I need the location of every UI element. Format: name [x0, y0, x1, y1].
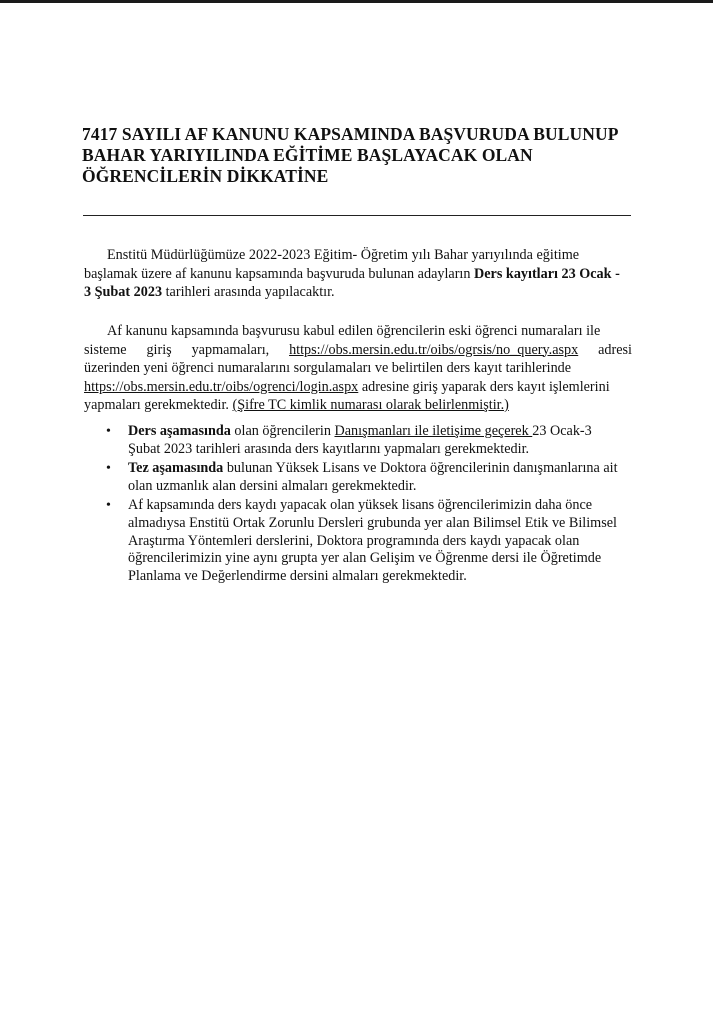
list-item: [104, 460, 634, 495]
paragraph-registration-dates: [84, 246, 632, 302]
bullet3-line5: Planlama ve Değerlendirme dersini almaları gerekmektedir.: [128, 567, 467, 584]
paragraph2-line5-text: yapmaları gerekmektedir.: [84, 397, 233, 413]
paragraph2-word-2: giriş: [146, 341, 172, 358]
paragraph2-word-3: yapmamaları,: [191, 341, 270, 358]
bullet1-line2: Şubat 2023 tarihleri arasında ders kayıtlarını yapmaları gerekmektedir.: [128, 440, 530, 457]
bullet-icon: •: [106, 461, 111, 477]
bullet-icon: •: [106, 424, 111, 439]
registration-dates-bold: Ders kayıtları 23 Ocak -: [474, 265, 620, 282]
paragraph2-line2: [84, 341, 632, 360]
bullet3-line3: Araştırma Yöntemleri derslerini, Doktora programında ders kaydı yapacak olan: [128, 532, 580, 549]
title-line-1: 7417 SAYILI AF KANUNU KAPSAMINDA BAŞVURUDA BULUNUP: [82, 124, 619, 144]
paragraph2-line1: Af kanunu kapsamında başvurusu kabul edilen öğrencilerin eski öğrenci numaraları ile: [107, 323, 601, 339]
bullet2-line2: olan uzmanlık alan dersini almaları gerekmektedir.: [128, 477, 417, 494]
paragraph1-line1: Enstitü Müdürlüğümüze 2022-2023 Eğitim- Öğretim yılı Bahar yarıyılında eğitime: [107, 247, 580, 263]
paragraph1-line2-text: başlamak üzere af kanunu kapsamında başvuruda bulunan adayların: [84, 265, 475, 282]
bullet1-bold: Ders aşamasında: [128, 423, 231, 439]
student-login-link[interactable]: https://obs.mersin.edu.tr/oibs/ogrenci/login.aspx: [84, 378, 359, 395]
paragraph-login-instructions: [84, 322, 632, 415]
bullet3-line4: öğrencilerimizin yine aynı grupta yer alan Gelişim ve Öğrenme dersi ile Öğretimde: [128, 550, 602, 567]
document-title: [82, 124, 642, 187]
paragraph1-line2: [84, 265, 632, 284]
bullet2-text-before: bulunan Yüksek Lisans ve Doktora öğrencilerinin danışmanlarına ait: [223, 460, 618, 477]
bullet1-text-before: olan öğrencilerin: [230, 423, 335, 439]
bullet2-bold: Tez aşamasında: [128, 460, 224, 477]
bullet2-line1: [128, 460, 634, 478]
paragraph2-line3: üzerinden yeni öğrenci numaralarını sorgulamaları ve belirtilen ders kayıt tarihlerinde: [84, 360, 572, 376]
title-divider: [83, 215, 631, 216]
bullet1-underlined: Danışmanları ile iletişime geçerek: [334, 423, 533, 439]
list-item: [104, 423, 634, 458]
student-number-query-link[interactable]: https://obs.mersin.edu.tr/oibs/ogrsis/no_query.aspx: [289, 341, 579, 358]
password-note: (Şifre TC kimlik numarası olarak belirlenmiştir.): [232, 397, 509, 413]
instructions-list: [104, 423, 634, 587]
bullet-icon: •: [106, 498, 111, 514]
list-item: [104, 497, 634, 585]
bullet1-text-after: 23 Ocak-3: [532, 423, 592, 439]
paragraph2-line4-text: adresine giriş yaparak ders kayıt işlemlerini: [358, 378, 610, 395]
bullet1-line1: [128, 423, 634, 441]
paragraph2-line5: [84, 396, 632, 415]
bullet3-line2: almadıysa Enstitü Ortak Zorunlu Dersleri grubunda yer alan Bilimsel Etik ve Bilimsel: [128, 514, 617, 531]
paragraph2-word-adresi: adresi: [598, 341, 632, 358]
bullet3-line1: Af kapsamında ders kaydı yapacak olan yüksek lisans öğrencilerimizin daha önce: [128, 497, 593, 514]
paragraph1-line3-text: tarihleri arasında yapılacaktır.: [162, 284, 335, 300]
paragraph2-word-1: sisteme: [84, 341, 127, 358]
registration-end-date-bold: 3 Şubat 2023: [84, 284, 163, 300]
paragraph1-line3: [84, 283, 632, 302]
paragraph2-line4: [84, 378, 632, 397]
title-line-3: ÖĞRENCİLERİN DİKKATİNE: [82, 166, 329, 186]
title-line-2: BAHAR YARIYILINDA EĞİTİME BAŞLAYACAK OLAN: [82, 145, 533, 165]
